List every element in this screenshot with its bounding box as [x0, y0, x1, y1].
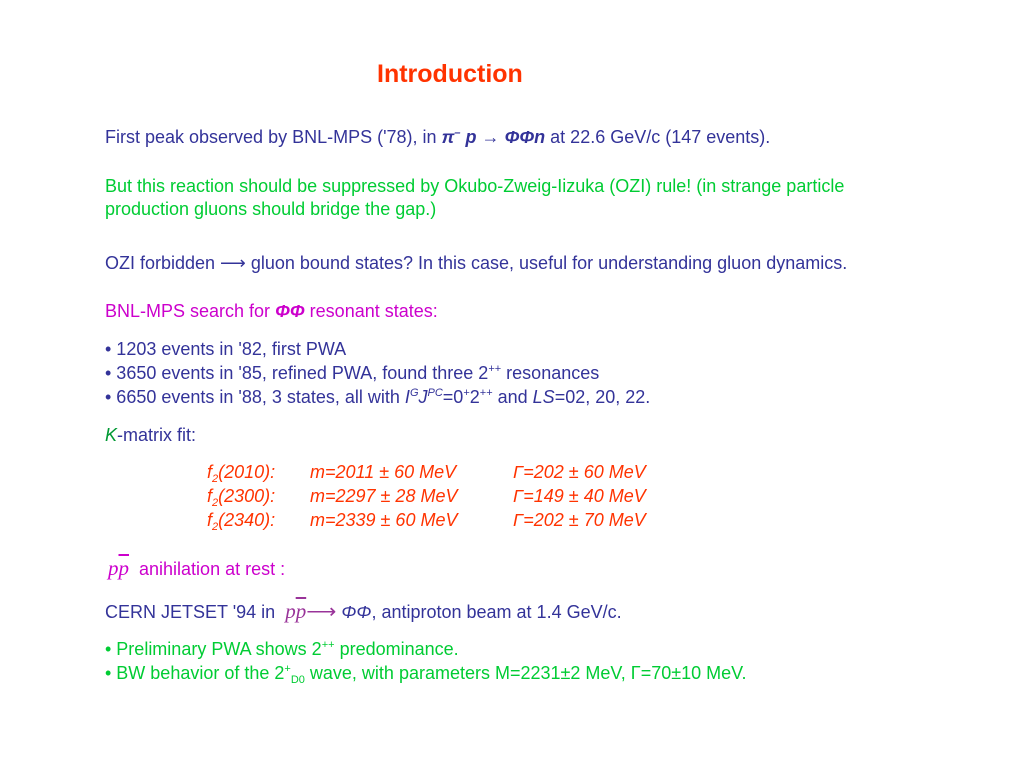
ppbar-pbar: $\overline{p}$ [118, 556, 129, 580]
fit-name: (2340): [218, 510, 276, 530]
search-prefix: BNL-MPS search for [105, 301, 276, 321]
fit-f: f [207, 486, 213, 506]
final-bullet-1 [105, 638, 459, 660]
final-bullet-2-text: • BW behavior of the 2 [105, 663, 285, 683]
bullet-1985-text: • 3650 events in '85, refined PWA, found three 2 [105, 363, 489, 383]
fit-name: (2010): [218, 462, 276, 482]
proton-symbol: p [465, 127, 477, 147]
fit-state [207, 510, 275, 531]
reaction-arrow: → [481, 127, 500, 147]
fit-width: Γ=202 ± 60 MeV [513, 462, 646, 482]
final-bullet-1-sup: ++ [321, 639, 335, 651]
quantum-plus: + [463, 387, 470, 399]
fit-mass: m=2297 ± 28 MeV [310, 486, 458, 506]
ozi-forbidden-line: OZI forbidden ⟶ gluon bound states? In this case, useful for understanding gluon dynamics. [105, 253, 848, 273]
pi-symbol: π [441, 127, 455, 147]
bullet-1985-sup: ++ [488, 363, 502, 375]
fit-width: Γ=149 ± 40 MeV [513, 486, 646, 506]
isospin-symbol: I [404, 387, 410, 407]
final-bullet-1-tail: predominance. [334, 639, 459, 659]
cern-ppbar [285, 599, 336, 623]
search-suffix: resonant states: [304, 301, 438, 321]
final-bullet-2-sub: D0 [290, 674, 305, 686]
final-bullet-2-sup: + [284, 663, 291, 675]
first-peak-line [105, 126, 770, 148]
fit-width: Γ=202 ± 70 MeV [513, 510, 646, 530]
bullet-1985 [105, 362, 599, 384]
quantum-two: 2 [469, 387, 480, 407]
fit-sub: 2 [212, 473, 219, 485]
fit-mass: m=2339 ± 60 MeV [310, 510, 458, 530]
fit-sub: 2 [212, 497, 219, 509]
cern-phiphi: ΦΦ [341, 602, 372, 622]
first-peak-prefix: First peak observed by BNL-MPS ('78), in [105, 127, 442, 147]
bullet-1988 [105, 386, 650, 408]
ppbar-symbol [108, 556, 129, 580]
bullet-1982: • 1203 events in '82, first PWA [105, 339, 347, 359]
ls-symbol: LS [532, 387, 555, 407]
final-bullet-2 [105, 662, 747, 684]
cern-arrow: ⟶ [306, 599, 337, 623]
final-bullet-1-text: • Preliminary PWA shows 2 [105, 639, 322, 659]
kmatrix-label [105, 424, 196, 446]
cern-p: p [285, 599, 296, 623]
spin-symbol: J [418, 387, 428, 407]
quantum-eq: =0 [442, 387, 464, 407]
kmatrix-text: -matrix fit: [117, 425, 197, 445]
ppbar-line [108, 557, 285, 580]
pi-charge: – [454, 127, 461, 139]
cern-line [105, 600, 622, 623]
ozi-rule-line-1: But this reaction should be suppressed by Okubo-Zweig-Iizuka (OZI) rule! (in strange particle [105, 176, 845, 196]
g-parity-symbol: G [409, 387, 419, 399]
cern-prefix: CERN JETSET '94 in [105, 602, 281, 622]
ppbar-p: p [108, 556, 119, 580]
ozi-rule-line-2: production gluons should bridge the gap.) [105, 199, 437, 219]
fit-state [207, 462, 275, 483]
fit-state [207, 486, 275, 507]
first-peak-suffix: at 22.6 GeV/c (147 events). [545, 127, 771, 147]
final-state: ΦΦn [504, 127, 546, 147]
fit-f: f [207, 462, 213, 482]
final-bullet-2-tail: wave, with parameters M=2231±2 MeV, Γ=70±10 MeV. [304, 663, 747, 683]
cern-pbar: $\overline{p}$ [295, 599, 307, 623]
search-phiphi: ΦΦ [275, 301, 305, 321]
ppbar-label: anihilation at rest : [139, 559, 286, 579]
quantum-pp: ++ [479, 387, 493, 399]
pc-symbol: PC [427, 387, 443, 399]
slide-title: Introduction [377, 60, 523, 88]
kmatrix-k: K [105, 425, 118, 445]
bullet-1985-tail: resonances [501, 363, 600, 383]
fit-sub: 2 [212, 521, 219, 533]
fit-mass: m=2011 ± 60 MeV [310, 462, 457, 482]
bullet-1988-and: and [492, 387, 533, 407]
bullet-1988-text: • 6650 events in '88, 3 states, all with [105, 387, 405, 407]
cern-suffix: , antiproton beam at 1.4 GeV/c. [371, 602, 622, 622]
bullet-1988-tail: =02, 20, 22. [554, 387, 651, 407]
fit-name: (2300): [218, 486, 276, 506]
search-heading [105, 300, 438, 322]
fit-f: f [207, 510, 213, 530]
